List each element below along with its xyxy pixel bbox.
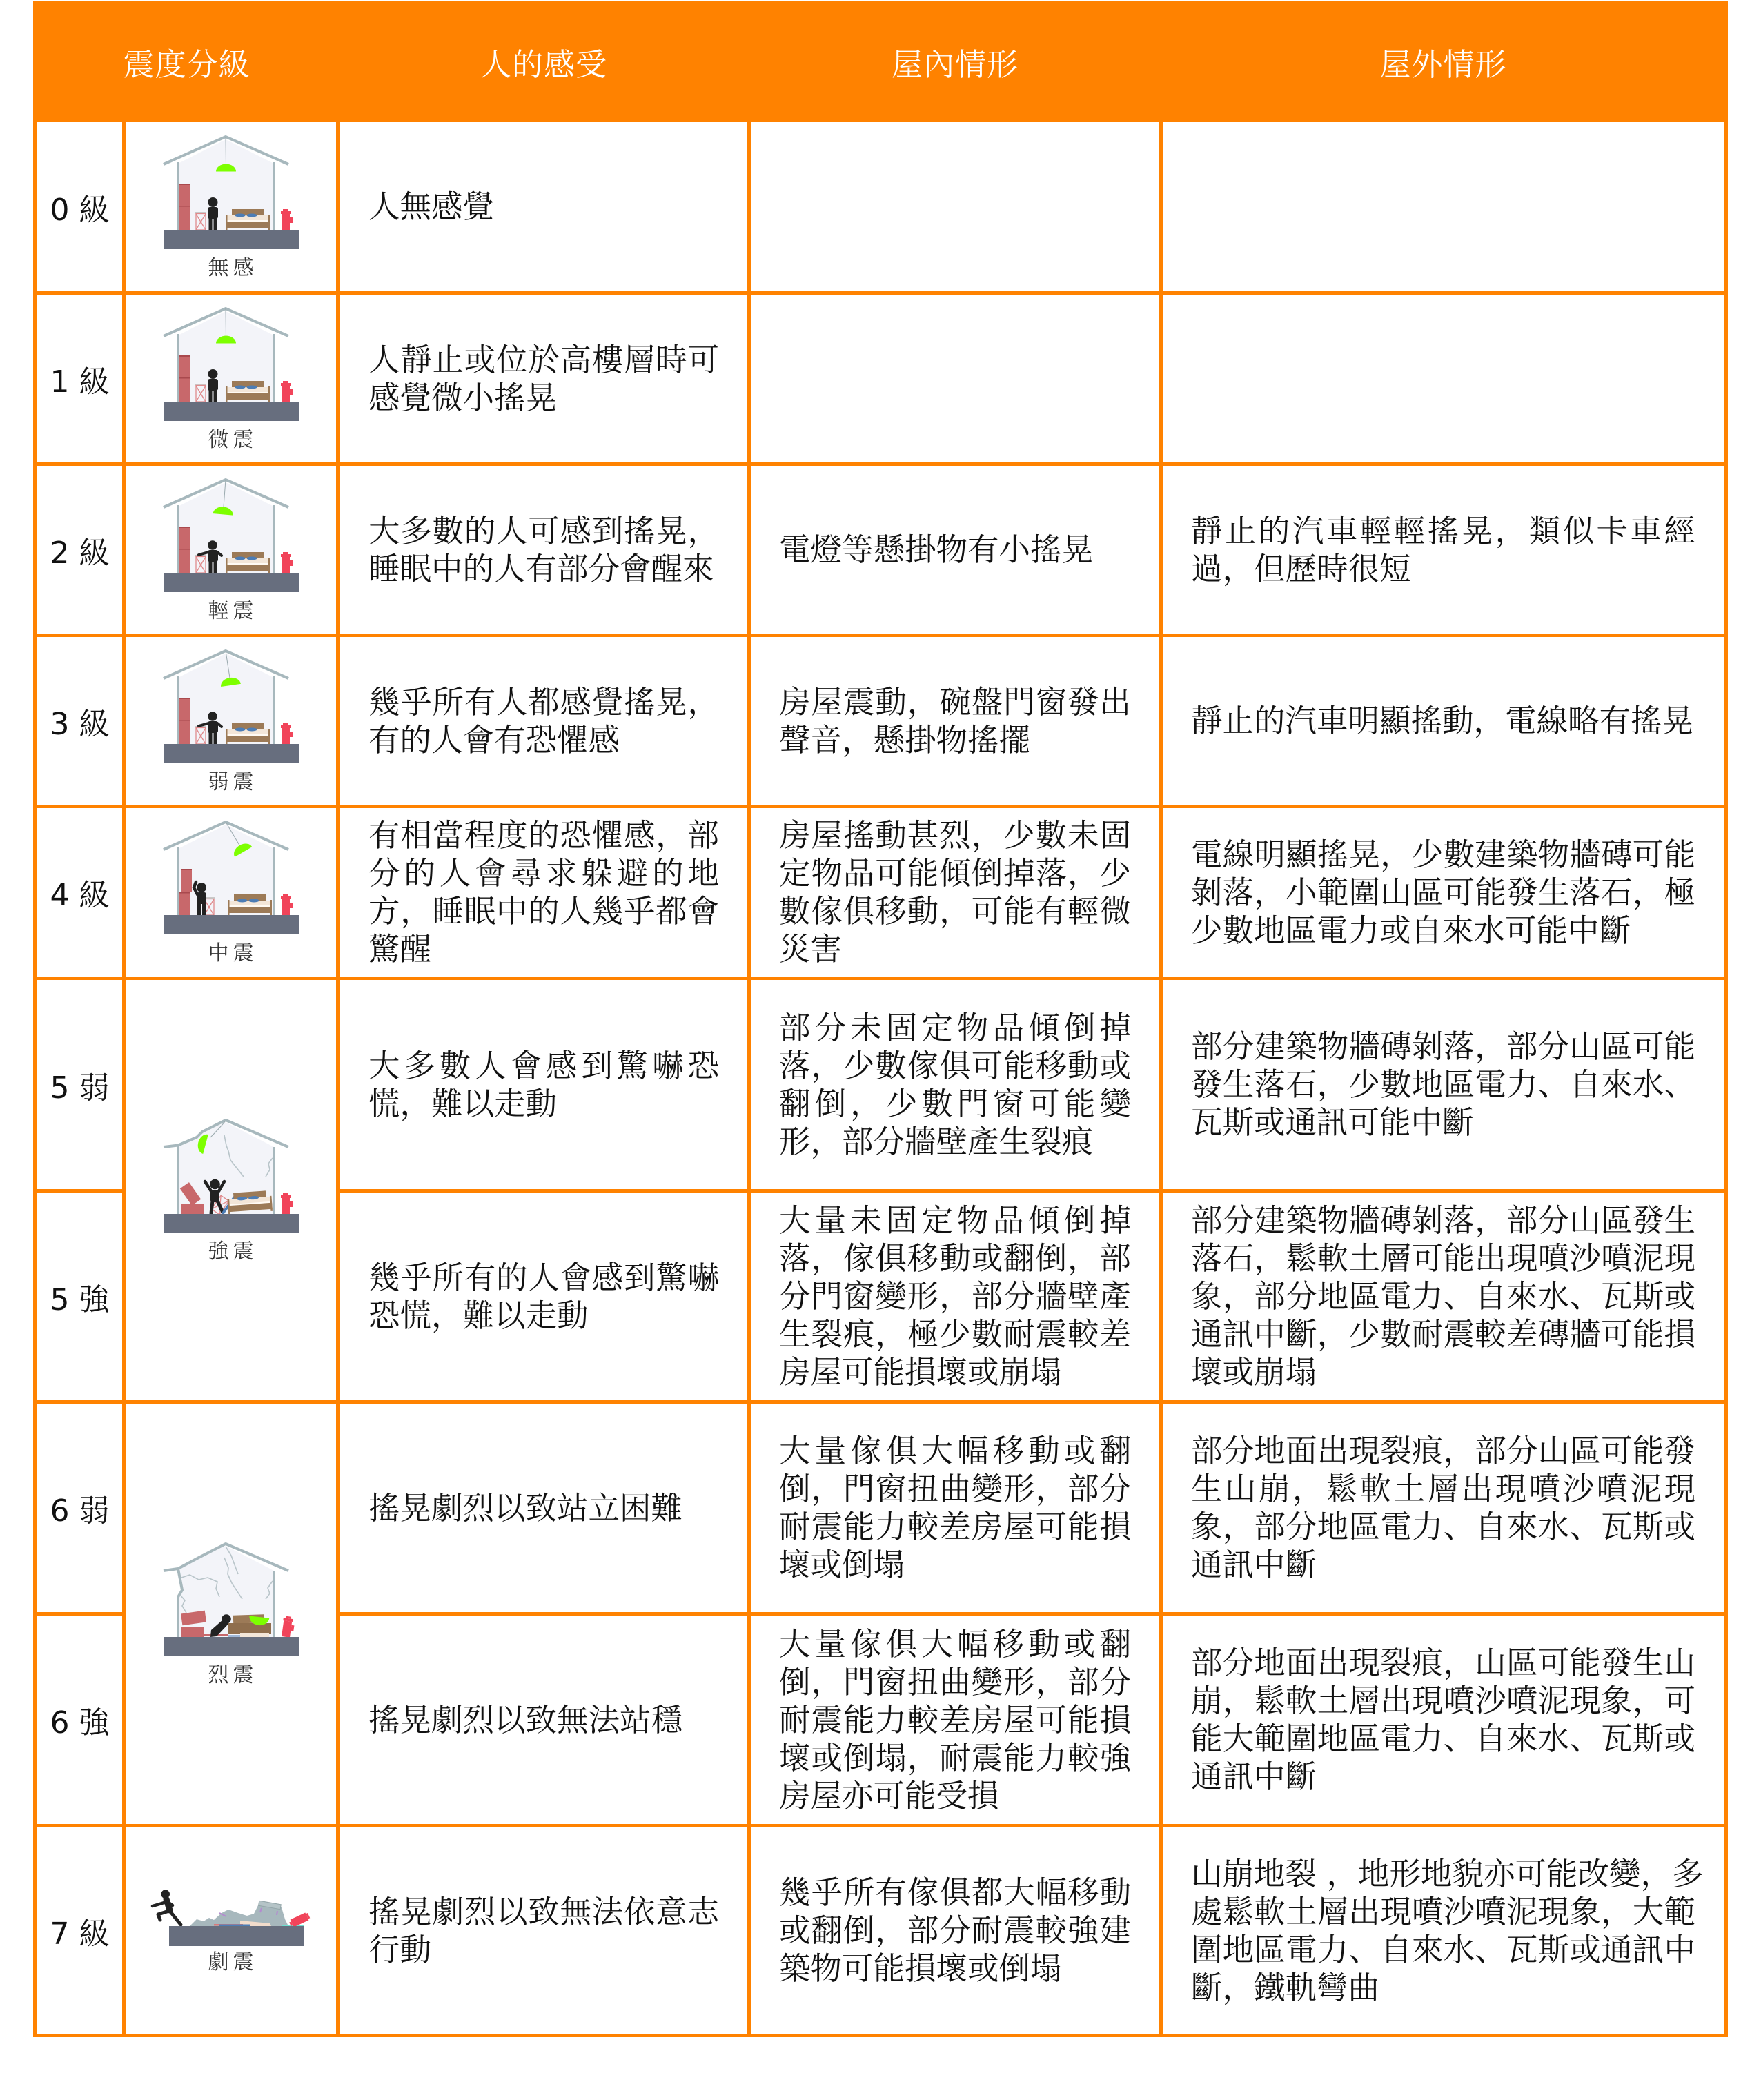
intensity-illustration	[162, 476, 300, 624]
indoor-text	[751, 1874, 1159, 1988]
text-line: 大量傢俱大幅移動或翻	[779, 1433, 1131, 1469]
level-cell	[37, 1404, 122, 1612]
text-line: 落，少數傢俱可能移動或	[779, 1047, 1131, 1084]
indoor-cell	[751, 980, 1159, 1189]
intensity-name: 無感	[208, 255, 258, 280]
header-feeling: 人的感受	[480, 46, 607, 83]
level-cell	[37, 1827, 122, 2034]
intensity-illustration	[162, 133, 300, 281]
level-label: 0 級	[50, 192, 110, 228]
house-no-shaking-icon	[162, 133, 300, 251]
intensity-name: 烈震	[208, 1662, 258, 1687]
text-line: 搖晃劇烈以致無法依意志	[368, 1893, 719, 1930]
text-line: 房屋搖動甚烈，少數未固	[779, 817, 1131, 854]
text-line: 部分未固定物品傾倒掉	[779, 1009, 1131, 1046]
text-line: 瓦斯或通訊可能中斷	[1191, 1104, 1474, 1141]
indoor-cell	[751, 1193, 1159, 1400]
indoor-cell	[751, 295, 1159, 462]
intensity-illustration	[162, 305, 300, 453]
house-light-shaking-icon	[162, 476, 300, 593]
text-line: 耐震能力較差房屋可能損	[779, 1701, 1131, 1738]
intensity-name: 輕震	[208, 598, 258, 623]
text-line: 幾乎所有傢俱都大幅移動	[779, 1874, 1131, 1911]
feeling-text	[340, 1047, 747, 1123]
feeling-cell	[340, 122, 747, 291]
outdoor-cell	[1163, 466, 1724, 634]
text-line: 象，部分地區電力、自來水、瓦斯或	[1191, 1509, 1695, 1545]
indoor-text	[751, 1432, 1159, 1584]
outdoor-cell	[1163, 295, 1724, 462]
icon-cell-merged	[126, 1404, 336, 1824]
text-line: 生裂痕，極少數耐震較差	[779, 1316, 1131, 1353]
level-label: 6 弱	[50, 1493, 110, 1529]
intensity-illustration	[162, 1117, 300, 1264]
indoor-text	[751, 816, 1159, 968]
feeling-cell	[340, 295, 747, 462]
text-line: 生山崩，鬆軟土層出現噴沙噴泥現	[1191, 1471, 1695, 1507]
text-line: 電線明顯搖晃，少數建築物牆磚可能	[1191, 836, 1695, 873]
header-outdoor: 屋外情形	[1379, 46, 1507, 83]
icon-cell-merged	[126, 980, 336, 1400]
indoor-cell	[751, 1404, 1159, 1612]
outdoor-cell	[1163, 122, 1724, 291]
feeling-text	[340, 1893, 747, 1969]
text-line: 大多數的人可感到搖晃，	[368, 512, 719, 549]
outdoor-cell	[1163, 637, 1724, 805]
level-cell	[37, 295, 122, 462]
text-line: 斷，鐵軌彎曲	[1191, 1969, 1380, 2006]
text-line: 大量未固定物品傾倒掉	[779, 1202, 1131, 1239]
text-line: 或翻倒，部分耐震較強建	[779, 1912, 1131, 1949]
text-line: 靜止的汽車輕輕搖晃，類似卡車經	[1191, 512, 1695, 549]
icon-cell	[126, 808, 336, 977]
level-label: 1 級	[50, 364, 110, 400]
intensity-name: 強震	[208, 1239, 258, 1264]
indoor-text	[751, 531, 1159, 569]
text-line: 有的人會有恐懼感	[368, 721, 620, 758]
level-label: 5 弱	[50, 1070, 110, 1106]
text-line: 壞或崩塌	[1191, 1354, 1317, 1391]
header-intensity: 震度分級	[123, 46, 250, 83]
header-indoor: 屋內情形	[891, 46, 1019, 83]
text-line: 通訊中斷	[1191, 1758, 1317, 1795]
text-line: 落石，鬆軟土層可能出現噴沙噴泥現	[1191, 1240, 1695, 1277]
feeling-text	[340, 1701, 747, 1739]
level-label: 4 級	[50, 878, 110, 913]
feeling-cell	[340, 466, 747, 634]
text-line: 大量傢俱大幅移動或翻	[779, 1625, 1131, 1662]
indoor-text	[751, 1201, 1159, 1391]
text-line: 崩，鬆軟土層出現噴沙噴泥現象，可	[1191, 1682, 1695, 1719]
house-slight-shaking-icon	[162, 305, 300, 422]
text-line: 大多數人會感到驚嚇恐	[368, 1047, 719, 1084]
intensity-illustration	[162, 818, 300, 966]
text-line: 發生落石，少數地區電力、自來水、	[1191, 1066, 1695, 1103]
text-line: 方，睡眠中的人幾乎都會	[368, 893, 719, 930]
feeling-text	[340, 188, 747, 226]
text-line: 有相當程度的恐懼感，部	[368, 817, 719, 854]
feeling-text	[340, 683, 747, 759]
text-line: 能大範圍地區電力、自來水、瓦斯或	[1191, 1720, 1695, 1757]
text-line: 山崩地裂 ，地形地貌亦可能改變，多	[1191, 1855, 1704, 1892]
intensity-name: 微震	[208, 427, 258, 452]
indoor-text	[751, 683, 1159, 759]
text-line: 人無感覺	[368, 188, 495, 225]
feeling-text	[340, 1489, 747, 1527]
text-line: 分門窗變形，部分牆壁產	[779, 1278, 1131, 1315]
icon-cell	[126, 295, 336, 462]
text-line: 壞或倒塌，耐震能力較強	[779, 1739, 1131, 1776]
outdoor-cell	[1163, 1616, 1724, 1824]
text-line: 恐慌，難以走動	[368, 1297, 589, 1334]
level-cell	[37, 980, 122, 1189]
text-line: 房屋亦可能受損	[779, 1777, 999, 1814]
text-line: 電燈等懸掛物有小搖晃	[779, 531, 1094, 568]
feeling-cell	[340, 1193, 747, 1400]
intensity-name: 弱震	[208, 769, 258, 794]
feeling-cell	[340, 1616, 747, 1824]
outdoor-cell	[1163, 980, 1724, 1189]
outdoor-cell	[1163, 1404, 1724, 1612]
feeling-cell	[340, 808, 747, 977]
text-line: 落，傢俱移動或翻倒，部	[779, 1240, 1131, 1277]
level-label: 3 級	[50, 706, 110, 742]
text-line: 聲音，懸掛物搖擺	[779, 721, 1031, 758]
level-cell	[37, 1193, 122, 1400]
house-strong-shaking-icon	[162, 1117, 300, 1234]
text-line: 耐震能力較差房屋可能損	[779, 1509, 1131, 1545]
outdoor-text	[1163, 1432, 1724, 1584]
icon-cell	[126, 466, 336, 634]
house-very-strong-shaking-icon	[162, 1540, 300, 1658]
text-line: 房屋可能損壞或崩塌	[779, 1354, 1062, 1391]
indoor-cell	[751, 1616, 1159, 1824]
text-line: 部分建築物牆磚剝落，部分山區可能	[1191, 1028, 1695, 1065]
text-line: 幾乎所有人都感覺搖晃，	[368, 683, 719, 720]
text-line: 通訊中斷	[1191, 1547, 1317, 1583]
outdoor-text	[1163, 702, 1724, 740]
indoor-cell	[751, 637, 1159, 805]
text-line: 房屋震動，碗盤門窗發出	[779, 683, 1131, 720]
feeling-cell	[340, 1404, 747, 1612]
feeling-text	[340, 512, 747, 588]
level-cell	[37, 466, 122, 634]
text-line: 定物品可能傾倒掉落，少	[779, 855, 1131, 892]
outdoor-text	[1163, 1028, 1724, 1141]
text-line: 倒，門窗扭曲變形，部分	[779, 1471, 1131, 1507]
text-line: 通訊中斷，少數耐震較差磚牆可能損	[1191, 1316, 1695, 1353]
collapsed-house-icon	[148, 1887, 314, 1947]
feeling-cell	[340, 637, 747, 805]
text-line: 感覺微小搖晃	[368, 379, 558, 416]
outdoor-text	[1163, 1855, 1724, 2007]
level-label: 5 強	[50, 1282, 110, 1317]
text-line: 象，部分地區電力、自來水、瓦斯或	[1191, 1278, 1695, 1315]
outdoor-text	[1163, 836, 1724, 950]
outdoor-cell	[1163, 1827, 1724, 2034]
feeling-text	[340, 816, 747, 968]
text-line: 睡眠中的人有部分會醒來	[368, 550, 714, 587]
text-line: 慌，難以走動	[368, 1085, 558, 1122]
level-cell	[37, 637, 122, 805]
feeling-text	[340, 1259, 747, 1335]
outdoor-text	[1163, 1644, 1724, 1796]
icon-cell	[126, 637, 336, 805]
icon-cell	[126, 1827, 336, 2034]
level-cell	[37, 808, 122, 977]
text-line: 壞或倒塌	[779, 1547, 905, 1583]
outdoor-cell	[1163, 1193, 1724, 1400]
indoor-cell	[751, 1827, 1159, 2034]
text-line: 驚醒	[368, 931, 432, 968]
level-label: 6 強	[50, 1705, 110, 1740]
text-line: 搖晃劇烈以致站立困難	[368, 1489, 683, 1527]
text-line: 少數地區電力或自來水可能中斷	[1191, 912, 1631, 949]
indoor-text	[751, 1625, 1159, 1815]
text-line: 人靜止或位於高樓層時可	[368, 341, 719, 378]
text-line: 部分地面出現裂痕，山區可能發生山	[1191, 1645, 1695, 1681]
text-line: 幾乎所有的人會感到驚嚇	[368, 1259, 719, 1296]
text-line: 靜止的汽車明顯搖動，電線略有搖晃	[1191, 703, 1694, 739]
text-line: 數傢俱移動，可能有輕微	[779, 893, 1131, 930]
feeling-text	[340, 341, 747, 417]
indoor-cell	[751, 808, 1159, 977]
intensity-name: 劇震	[208, 1950, 258, 1974]
text-line: 搖晃劇烈以致無法站穩	[368, 1701, 683, 1738]
level-cell	[37, 1616, 122, 1824]
text-line: 剝落，小範圍山區可能發生落石，極	[1191, 874, 1695, 911]
level-cell	[37, 122, 122, 291]
intensity-illustration	[162, 647, 300, 795]
intensity-illustration	[162, 1540, 300, 1688]
level-label: 7 級	[50, 1916, 110, 1952]
text-line: 翻倒，少數門窗可能變	[779, 1085, 1131, 1122]
indoor-cell	[751, 122, 1159, 291]
icon-cell	[126, 122, 336, 291]
text-line: 圍地區電力、自來水、瓦斯或通訊中	[1191, 1931, 1695, 1968]
text-line: 行動	[368, 1931, 432, 1968]
outdoor-text	[1163, 1201, 1724, 1391]
text-line: 處鬆軟土層出現噴沙噴泥現象，大範	[1191, 1893, 1695, 1930]
text-line: 分的人會尋求躲避的地	[368, 855, 719, 892]
text-line: 形，部分牆壁產生裂痕	[779, 1123, 1094, 1160]
feeling-cell	[340, 1827, 747, 2034]
house-weak-shaking-icon	[162, 647, 300, 765]
text-line: 災害	[779, 931, 843, 968]
text-line: 部分建築物牆磚剝落，部分山區發生	[1191, 1202, 1695, 1239]
outdoor-cell	[1163, 808, 1724, 977]
text-line: 過，但歷時很短	[1191, 550, 1411, 587]
intensity-illustration	[148, 1887, 314, 1975]
feeling-cell	[340, 980, 747, 1189]
outdoor-text	[1163, 512, 1724, 588]
indoor-text	[751, 1009, 1159, 1161]
level-label: 2 級	[50, 535, 110, 571]
indoor-cell	[751, 466, 1159, 634]
intensity-name: 中震	[208, 941, 258, 965]
house-moderate-shaking-icon	[162, 818, 300, 936]
text-line: 部分地面出現裂痕，部分山區可能發	[1191, 1433, 1695, 1469]
text-line: 倒，門窗扭曲變形，部分	[779, 1663, 1131, 1700]
text-line: 築物可能損壞或倒塌	[779, 1950, 1062, 1987]
